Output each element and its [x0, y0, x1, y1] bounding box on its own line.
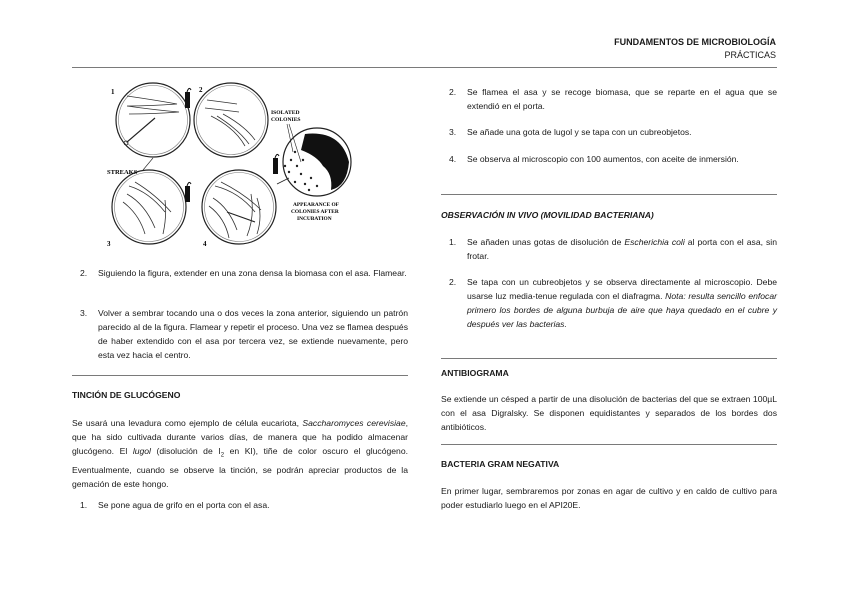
- subscript: 2: [220, 452, 225, 459]
- section-rule: [441, 194, 777, 195]
- list-number: 4.: [449, 154, 457, 164]
- text-run: Se tapa con un cubreobjetos y se observa directamente al microscopio. Debe usarse luz media-tenue regulada con el diafragma.: [467, 277, 777, 301]
- isolated-label-2: COLONIES: [271, 117, 301, 123]
- list-number: 1.: [80, 500, 88, 510]
- list-number: 3.: [80, 308, 88, 318]
- lugol-term: lugol: [132, 446, 151, 456]
- appearance-label-3: INCUBATION: [297, 216, 332, 222]
- header-subtitle: PRÁCTICAS: [724, 50, 776, 60]
- antibiograma-paragraph: Se extiende un césped a partir de una disolución de bacterias del que se extraen 100µL con el asa Digralsky. Se disponen equidistantes y separados de los bordes dos antibióticos.: [441, 394, 777, 432]
- text-run: Se añaden unas gotas de disolución de: [467, 237, 625, 247]
- appearance-label-1: APPEARANCE OF: [293, 202, 339, 208]
- appearance-label-2: COLONIES AFTER: [291, 209, 339, 215]
- list-text: Siguiendo la figura, extender en una zona densa la biomasa con el asa. Flamear.: [98, 268, 407, 278]
- text-run: (disolución de I: [150, 446, 221, 456]
- plate-1-number: 1: [111, 88, 115, 96]
- plate-2-number: 2: [199, 86, 203, 94]
- list-text: [467, 275, 777, 331]
- text-run: al porta con el asa, sin frotar.: [467, 237, 777, 261]
- header-title: FUNDAMENTOS DE MICROBIOLOGÍA: [614, 37, 776, 47]
- text-run: Se usará una levadura como ejemplo de célula eucariota,: [72, 418, 303, 428]
- section-rule: [441, 358, 777, 359]
- section-rule: [441, 444, 777, 445]
- note-text: Nota: resulta sencillo enfocar primero los bordes de alguna burbuja de aire que haya quedado en el cubre y después ver las bacterias.: [467, 291, 777, 329]
- species-name: Saccharomyces cerevisiae: [302, 418, 406, 428]
- right-column: [441, 0, 777, 599]
- species-name: Escherichia coli: [624, 237, 685, 247]
- glucogeno-paragraph: [72, 416, 408, 491]
- list-text: [467, 235, 777, 263]
- plate-4-number: 4: [203, 240, 207, 248]
- plate-3-number: 3: [107, 240, 111, 248]
- list-number: 2.: [80, 268, 88, 278]
- list-text: Se observa al microscopio con 100 aumentos, con aceite de inmersión.: [467, 154, 739, 164]
- left-column: [72, 0, 408, 599]
- list-number: 2.: [449, 87, 457, 97]
- section-rule: [72, 375, 408, 376]
- isolated-label-1: ISOLATED: [271, 110, 300, 116]
- list-number: 3.: [449, 127, 457, 137]
- gram-heading: BACTERIA GRAM NEGATIVA: [441, 459, 560, 469]
- list-text: Volver a sembrar tocando una o dos veces la zona anterior, siguiendo un patrón parecido al de la figura. Flamear y repetir el proceso. Una vez se flamea después de haber extendido con el asa por tercera vez, se extiende nuevamente, pero esta vez hacia el centro.: [98, 308, 408, 360]
- streaks-label: STREAKS: [107, 169, 138, 176]
- antibiograma-heading: ANTIBIOGRAMA: [441, 368, 509, 378]
- list-text: Se pone agua de grifo en el porta con el asa.: [98, 500, 270, 510]
- gram-paragraph: En primer lugar, sembraremos por zonas en agar de cultivo y en caldo de cultivo para poder estudiarlo luego en el API20E.: [441, 486, 777, 510]
- glucogeno-heading: TINCIÓN DE GLUCÓGENO: [72, 390, 181, 400]
- text-run: , que ha sido cultivada durante varios días, de manera que ha podido almacenar glucógeno. El: [72, 418, 408, 456]
- text-run: en KI), tiñe de color oscuro el glucógeno. Eventualmente, cuando se observe la tinción, se podrán apreciar productos de la gemación de este hongo.: [72, 446, 408, 489]
- list-text: Se añade una gota de lugol y se tapa con un cubreobjetos.: [467, 127, 692, 137]
- list-text: Se flamea el asa y se recoge biomasa, que se reparte en el agua que se extendió en el porta.: [467, 87, 777, 111]
- list-number: 1.: [449, 237, 457, 247]
- list-number: 2.: [449, 277, 457, 287]
- vivo-heading: OBSERVACIÓN IN VIVO (MOVILIDAD BACTERIANA): [441, 210, 654, 220]
